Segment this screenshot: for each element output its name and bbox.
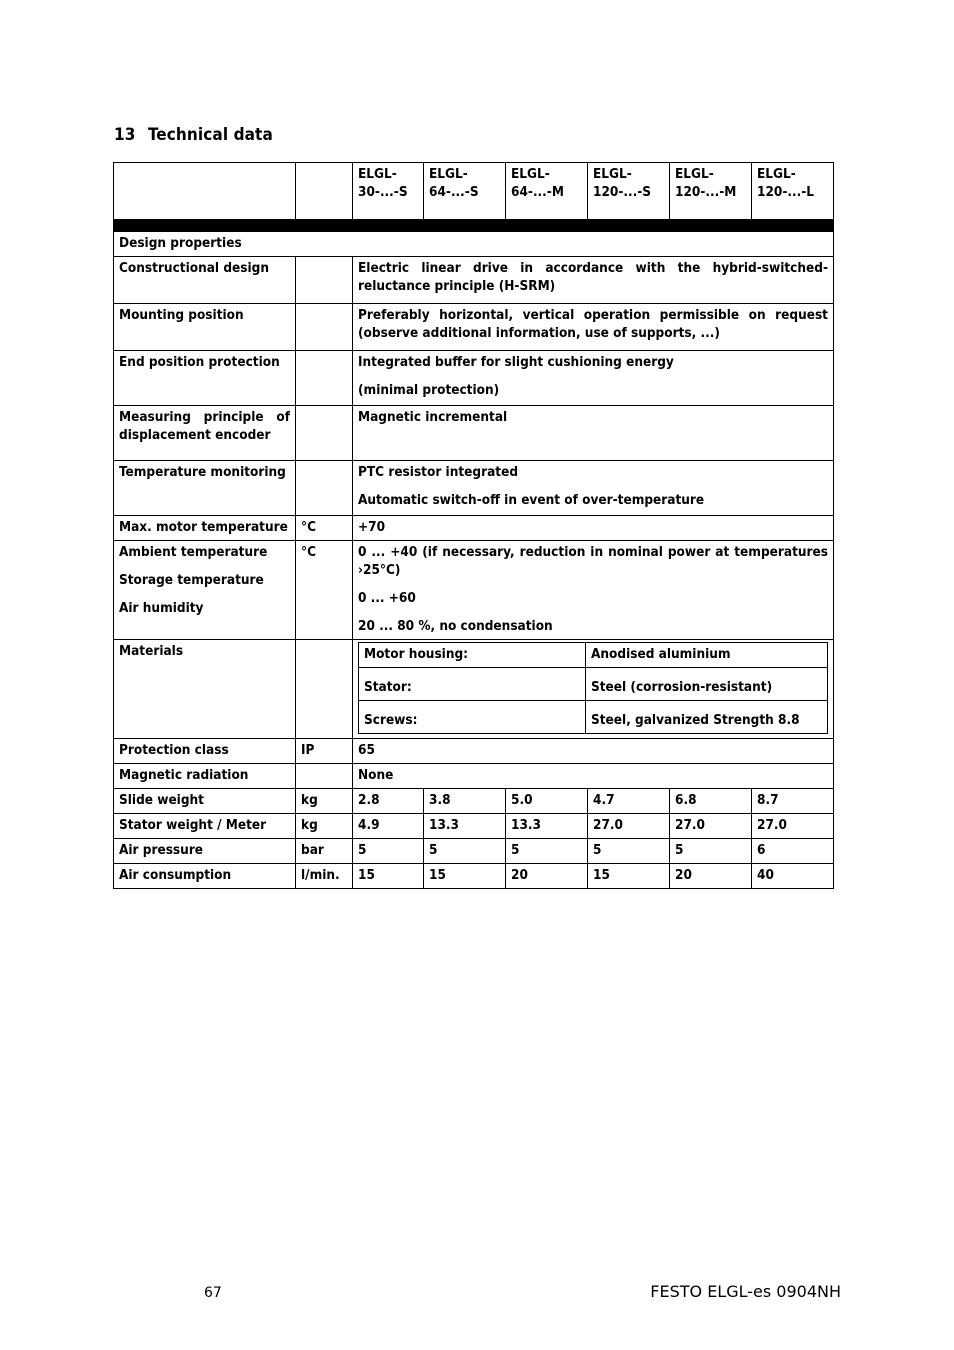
row-unit [296, 640, 353, 739]
table-row [114, 541, 834, 640]
cell-value: 20 [506, 864, 588, 889]
table-row [114, 864, 834, 889]
cell-value: 4.7 [588, 789, 670, 814]
cell-value: 5 [506, 839, 588, 864]
table-row [114, 304, 834, 351]
table-row [114, 739, 834, 764]
table-row [114, 789, 834, 814]
row-value: Preferably horizontal, vertical operation permissible on request (observe additional information, use of supports, ...) [353, 304, 834, 351]
row-label: Max. motor temperature [114, 516, 296, 541]
cell-value: 5 [670, 839, 752, 864]
cell-value: 5 [588, 839, 670, 864]
row-unit: IP [296, 739, 353, 764]
row-unit: °C [296, 516, 353, 541]
row-unit [296, 304, 353, 351]
list-item: Motor housing: Anodised aluminium [359, 643, 828, 668]
row-value: None [353, 764, 834, 789]
table-row [114, 461, 834, 516]
cell-value: 20 [670, 864, 752, 889]
row-value: Integrated buffer for slight cushioning energy (minimal protection) [353, 351, 834, 406]
table-row [114, 764, 834, 789]
cell-value: 27.0 [752, 814, 834, 839]
row-unit: kg [296, 814, 353, 839]
model-header: ELGL- 120-...-S [588, 163, 670, 220]
row-unit: bar [296, 839, 353, 864]
row-value: 65 [353, 739, 834, 764]
cell-value: 27.0 [588, 814, 670, 839]
row-label: Protection class [114, 739, 296, 764]
cell-value: 2.8 [353, 789, 424, 814]
row-label: Mounting position [114, 304, 296, 351]
model-header: ELGL- 64-...-M [506, 163, 588, 220]
cell-value: 40 [752, 864, 834, 889]
cell-value: 6 [752, 839, 834, 864]
header-divider [114, 220, 834, 232]
row-unit [296, 351, 353, 406]
model-header: ELGL- 120-...-L [752, 163, 834, 220]
table-row [114, 814, 834, 839]
cell-value: 15 [424, 864, 506, 889]
cell-value: 5 [353, 839, 424, 864]
model-header: ELGL- 120-...-M [670, 163, 752, 220]
cell-value: 13.3 [424, 814, 506, 839]
cell-value: 3.8 [424, 789, 506, 814]
page-number: 67 [204, 1285, 222, 1301]
table-row [114, 516, 834, 541]
table-row [114, 406, 834, 461]
list-item: Screws: Steel, galvanized Strength 8.8 [359, 701, 828, 734]
row-value: 0 ... +40 (if necessary, reduction in nominal power at temperatures ›25°C) 0 ... +60 20 ... 80 %, no condensation [353, 541, 834, 640]
row-label: Measuring principle of displacement encoder [114, 406, 296, 461]
row-label: Slide weight [114, 789, 296, 814]
row-unit [296, 764, 353, 789]
cell-value: 27.0 [670, 814, 752, 839]
row-label: Temperature monitoring [114, 461, 296, 516]
table-row [114, 351, 834, 406]
cell-value: 15 [588, 864, 670, 889]
section-title: Technical data [148, 125, 273, 145]
cell-value: 13.3 [506, 814, 588, 839]
cell-value: 15 [353, 864, 424, 889]
row-label: Stator weight / Meter [114, 814, 296, 839]
row-label: Materials [114, 640, 296, 739]
row-label: End position protection [114, 351, 296, 406]
row-value: +70 [353, 516, 834, 541]
table-row [114, 257, 834, 304]
design-properties-label: Design properties [114, 232, 834, 257]
cell-value: 5 [424, 839, 506, 864]
row-value [353, 640, 834, 739]
list-item: Stator: Steel (corrosion-resistant) [359, 668, 828, 701]
row-label: Ambient temperature Storage temperature Air humidity [114, 541, 296, 640]
row-label: Magnetic radiation [114, 764, 296, 789]
row-unit [296, 406, 353, 461]
header-empty-label [114, 163, 296, 220]
row-unit: l/min. [296, 864, 353, 889]
header-empty-unit [296, 163, 353, 220]
row-value: PTC resistor integrated Automatic switch-off in event of over-temperature [353, 461, 834, 516]
row-label: Air pressure [114, 839, 296, 864]
row-unit [296, 257, 353, 304]
table-row [114, 640, 834, 739]
row-unit: kg [296, 789, 353, 814]
section-heading [114, 125, 273, 145]
cell-value: 8.7 [752, 789, 834, 814]
section-number: 13 [114, 125, 136, 145]
row-unit [296, 461, 353, 516]
section-row [114, 232, 834, 257]
model-header: ELGL- 30-...-S [353, 163, 424, 220]
row-label: Constructional design [114, 257, 296, 304]
table-row [114, 839, 834, 864]
row-value: Electric linear drive in accordance with the hybrid-switched-reluctance principle (H-SRM) [353, 257, 834, 304]
model-header: ELGL- 64-...-S [424, 163, 506, 220]
row-unit: °C [296, 541, 353, 640]
materials-list [358, 642, 828, 734]
row-value: Magnetic incremental [353, 406, 834, 461]
cell-value: 4.9 [353, 814, 424, 839]
cell-value: 6.8 [670, 789, 752, 814]
technical-data-table [113, 162, 834, 889]
header-row [114, 163, 834, 220]
cell-value: 5.0 [506, 789, 588, 814]
row-label: Air consumption [114, 864, 296, 889]
document-id: FESTO ELGL-es 0904NH [650, 1282, 841, 1301]
